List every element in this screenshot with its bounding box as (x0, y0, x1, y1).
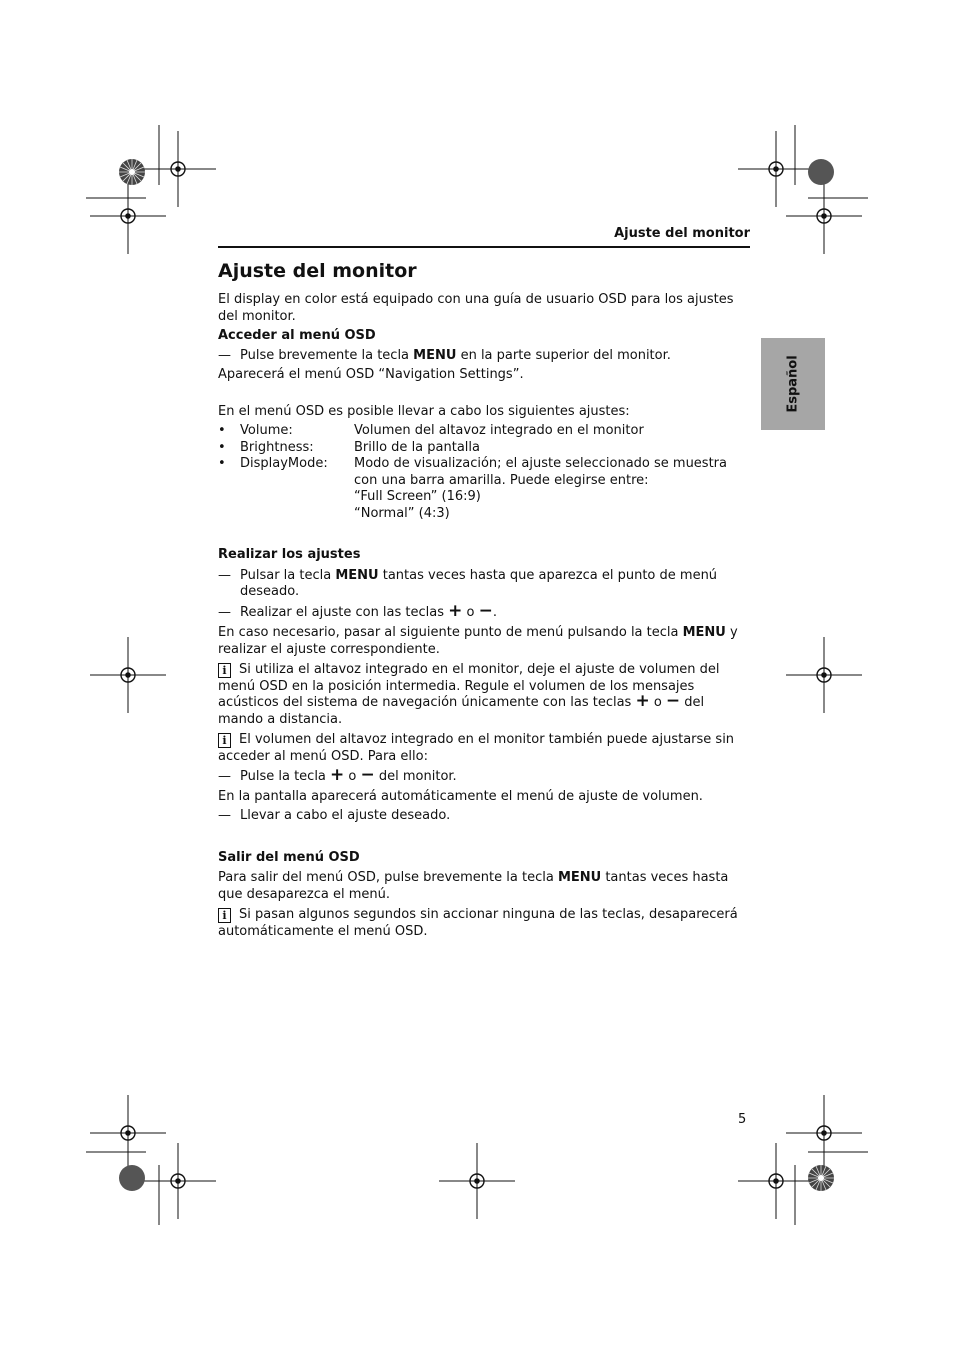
item-desc: Brillo de la pantalla (354, 439, 480, 455)
step-do-adjustment: — Llevar a cabo el ajuste deseado. (218, 808, 451, 823)
info-icon: i (218, 908, 231, 923)
heading-make-adjustments: Realizar los ajustes (218, 547, 361, 562)
step-plus-minus: — Realizar el ajuste con las teclas + o −. (218, 600, 498, 621)
plus-key-icon: + (448, 600, 463, 621)
menu-key: MENU (682, 625, 726, 640)
minus-key-icon: − (665, 691, 681, 711)
settings-list (218, 423, 752, 522)
heading-exit-osd: Salir del menú OSD (218, 849, 360, 865)
language-tab-label: Español (785, 355, 801, 413)
heading-access-osd: Acceder al menú OSD (218, 328, 376, 343)
page-title: Ajuste del monitor (218, 260, 417, 282)
item-label: Brightness: (240, 439, 314, 455)
item-desc: Volumen del altavoz integrado en el monitor (354, 423, 644, 438)
step-press-menu: — Pulse brevemente la tecla MENU en la parte superior del monitor. (218, 347, 671, 363)
menu-key: MENU (557, 870, 602, 885)
info-icon: i (218, 663, 231, 678)
language-tab (761, 338, 825, 430)
list-item: • Brightness: Brillo de la pantalla (218, 440, 752, 457)
item-label: DisplayMode: (240, 456, 328, 471)
plus-key-icon: + (635, 691, 650, 711)
main-content (218, 292, 752, 940)
info-note-volume: i El volumen del altavoz integrado en el monitor también puede ajustarse sin acceder al menú OSD. Para ello: (218, 732, 735, 764)
step-press-plus-minus: — Pulse la tecla + o − del monitor. (218, 765, 457, 785)
list-item: • DisplayMode: Modo de visualización; el ajuste seleccionado se muestra con una barra amarilla. Puede elegirse entre: “Full Screen” (16:9) “Normal” (4:3) (218, 456, 752, 522)
minus-key-icon: − (478, 600, 493, 621)
minus-key-icon: − (360, 765, 375, 785)
mode-option: “Full Screen” (16:9) (354, 489, 481, 504)
menu-key: MENU (335, 567, 379, 583)
exit-text: Para salir del menú OSD, pulse brevemente la tecla MENU tantas veces hasta que desaparezca el menú. (218, 870, 729, 902)
step-press-menu-repeat: — Pulsar la tecla MENU tantas veces hasta que aparezca el punto de menú deseado. (218, 567, 718, 599)
settings-list-intro: En el menú OSD es posible llevar a cabo los siguientes ajustes: (218, 403, 630, 419)
menu-key: MENU (413, 347, 457, 363)
intro-paragraph: El display en color está equipado con una guía de usuario OSD para los ajustes del monitor. (218, 292, 734, 324)
running-header: Ajuste del monitor (614, 226, 750, 241)
volume-menu-text: En la pantalla aparecerá automáticamente el menú de ajuste de volumen. (218, 788, 703, 804)
item-label: Volume: (240, 423, 293, 438)
info-icon: i (218, 733, 231, 748)
dash-marker: — (218, 347, 231, 363)
info-note-speaker: i Si utiliza el altavoz integrado en el monitor, deje el ajuste de volumen del menú OSD en la posición intermedia. Regule el volumen de los mensajes acústicos del sistema de navegación únicamente con las teclas + o − del mando a distancia. (218, 662, 720, 727)
mode-option: “Normal” (4:3) (354, 505, 450, 521)
page-number: 5 (738, 1112, 747, 1127)
info-note-timeout: i Si pasan algunos segundos sin accionar ninguna de las teclas, desaparecerá automáticamente el menú OSD. (218, 907, 738, 939)
item-desc: Modo de visualización; el ajuste seleccionado se muestra con una barra amarilla. Puede elegirse entre: “Full Screen” (16:9) “Normal” (4:3) (354, 456, 727, 521)
header-rule (218, 246, 750, 248)
next-item-text: En caso necesario, pasar al siguiente punto de menú pulsando la tecla MENU y realizar el ajuste correspondiente. (218, 625, 738, 657)
plus-key-icon: + (330, 765, 345, 785)
osd-appears-text: Aparecerá el menú OSD “Navigation Settings”. (218, 367, 524, 382)
list-item: • Volume: Volumen del altavoz integrado en el monitor (218, 423, 752, 440)
